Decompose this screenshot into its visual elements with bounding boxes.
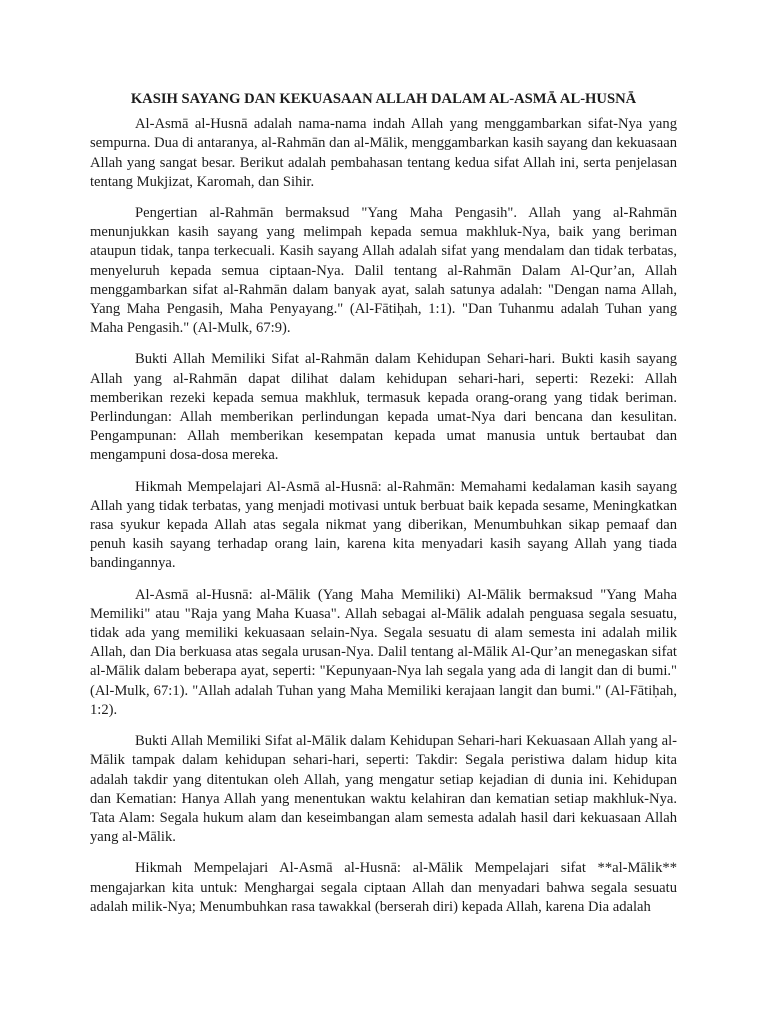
paragraph-bukti-al-rahman: Bukti Allah Memiliki Sifat al-Rahmān dalam Kehidupan Sehari-hari. Bukti kasih sayang Allah yang al-Rahmān dapat dilihat dalam kehidupan sehari-hari, seperti: Rezeki: Allah memberikan rezeki kepada semua makhluk, termasuk kepada orang-orang yang tidak beriman. Perlindungan: Allah memberikan perlindungan kepada umat-Nya dari bencana dan kesulitan. Pengampunan: Allah memberikan kesempatan kepada umat manusia untuk bertaubat dan mengampuni dosa-dosa mereka. <box>90 351 677 464</box>
paragraph-pengertian-al-malik: Al-Asmā al-Husnā: al-Mālik (Yang Maha Memiliki) Al-Mālik bermaksud "Yang Maha Memiliki" atau "Raja yang Maha Kuasa". Allah sebagai al-Mālik adalah penguasa segala sesuatu, tidak ada yang memiliki kekuasaan selain-Nya. Segala sesuatu di alam semesta ini adalah milik Allah, dan Dia berkuasa atas segala urusan-Nya. Dalil tentang al-Mālik Al-Qur’an menegaskan sifat al-Mālik dalam beberapa ayat, seperti: "Kepunyaan-Nya lah segala yang ada di langit dan di bumi." (Al-Mulk, 67:1). "Allah adalah Tuhan yang Maha Memiliki kerajaan langit dan bumi." (Al-Fātiḥah, 1:2). <box>90 586 677 718</box>
document-page <box>90 90 677 929</box>
paragraph-hikmah-al-malik: Hikmah Mempelajari Al-Asmā al-Husnā: al-Mālik Mempelajari sifat **al-Mālik** mengajarkan kita untuk: Menghargai segala ciptaan Allah dan menyadari bahwa segala sesuatu adalah milik-Nya; Menumbuhkan rasa tawakkal (berserah diri) kepada Allah, karena Dia adalah <box>90 860 677 915</box>
paragraph-bukti-al-malik: Bukti Allah Memiliki Sifat al-Mālik dalam Kehidupan Sehari-hari Kekuasaan Allah yang al-Mālik tampak dalam kehidupan sehari-hari, seperti: Takdir: Segala peristiwa dalam hidup kita adalah takdir yang ditentukan oleh Allah, yang mengatur setiap kejadian di dunia ini. Kehidupan dan Kematian: Hanya Allah yang menentukan waktu kelahiran dan kematian setiap makhluk-Nya. Tata Alam: Segala hukum alam dan keseimbangan alam semesta adalah hasil dari kekuasaan Allah yang al-Mālik. <box>90 733 677 846</box>
paragraph-intro: Al-Asmā al-Husnā adalah nama-nama indah Allah yang menggambarkan sifat-Nya yang sempurna. Dua di antaranya, al-Rahmān dan al-Mālik, menggambarkan kasih sayang dan kekuasaan Allah yang sangat besar. Berikut adalah pembahasan tentang kedua sifat Allah ini, serta penjelasan tentang Mukjizat, Karomah, dan Sihir. <box>90 116 677 190</box>
document-title: KASIH SAYANG DAN KEKUASAAN ALLAH DALAM AL-ASMĀ AL-HUSNĀ <box>130 91 637 107</box>
paragraph-hikmah-al-rahman: Hikmah Mempelajari Al-Asmā al-Husnā: al-Rahmān: Memahami kedalaman kasih sayang Allah yang tidak terbatas, yang menjadi motivasi untuk berbuat baik kepada sesame, Meningkatkan rasa syukur kepada Allah atas segala nikmat yang diberikan, Menumbuhkan sikap pemaaf dan penuh kasih sayang terhadap orang lain, karena kita menyadari kasih sayang Allah yang tiada bandingannya. <box>90 478 677 572</box>
paragraph-pengertian-al-rahman: Pengertian al-Rahmān bermaksud "Yang Maha Pengasih". Allah yang al-Rahmān menunjukkan kasih sayang yang melimpah kepada semua makhluk-Nya, baik yang beriman ataupun tidak, tanpa terkecuali. Kasih sayang Allah adalah sifat yang mendalam dan tidak terbatas, menyeluruh kepada semua ciptaan-Nya. Dalil tentang al-Rahmān Dalam Al-Qur’an, Allah menggambarkan sifat al-Rahmān dalam banyak ayat, salah satunya adalah: "Dengan nama Allah, Yang Maha Pengasih, Maha Penyayang." (Al-Fātiḥah, 1:1). "Dan Tuhanmu adalah Tuhan yang Maha Pengasih." (Al-Mulk, 67:9). <box>90 205 677 337</box>
